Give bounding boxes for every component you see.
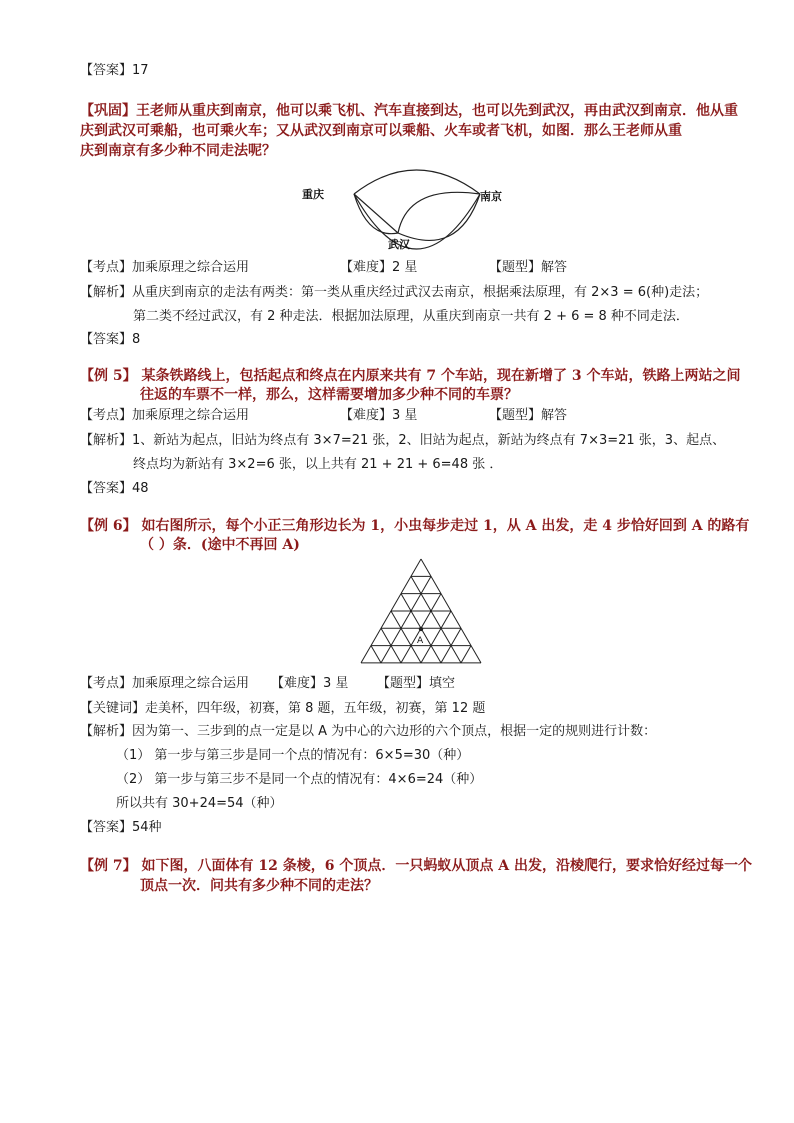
consolidate-answer: 【答案】8 (80, 332, 141, 347)
ex7-question-line-1: 【例 7】 如下图，八面体有 12 条棱，6 个顶点．一只蚂蚁从顶点 A 出发，沿棱爬行，要求恰好经过每一个 (80, 858, 752, 874)
label-wuhan: 武汉 (388, 238, 410, 251)
consolidate-type: 【题型】解答 (489, 260, 568, 275)
ex6-case-1: （1） 第一步与第三步是同一个点的情况有：6×5=30（种） (116, 748, 470, 763)
ex5-question-line-2: 往返的车票不一样，那么，这样需要增加多少种不同的车票？ (140, 387, 518, 403)
ex5-difficulty: 【难度】3 星 (340, 408, 418, 423)
ex6-kaodian: 【考点】加乘原理之综合运用 (80, 676, 250, 691)
ex6-case-2: （2） 第一步与第三步不是同一个点的情况有：4×6=24（种） (116, 772, 483, 787)
consolidate-question-line-3: 庆到南京有多少种不同走法呢？ (80, 143, 276, 159)
ex6-question-line-2: （ ）条．(途中不再回 A) (140, 537, 300, 553)
consolidate-question-line-1: 【巩固】王老师从重庆到南京，他可以乘飞机、汽车直接到达，也可以先到武汉，再由武汉到南京．他从重 (80, 103, 738, 119)
ex6-answer: 【答案】54种 (80, 820, 162, 835)
ex5-question-line-1: 【例 5】 某条铁路线上，包括起点和终点在内原来共有 7 个车站，现在新增了 3 个车站，铁路上两站之间 (80, 368, 741, 384)
triangle-grid (359, 555, 483, 667)
ex5-analysis-2: 终点均为新站有 3×2=6 张，以上共有 21 + 21 + 6=48 张 ． (133, 457, 503, 472)
label-chongqing: 重庆 (302, 188, 324, 201)
point-a-dot (419, 627, 423, 631)
ex6-total: 所以共有 30+24=54（种） (116, 796, 283, 811)
route-diagram (298, 164, 518, 252)
ex7-question-line-2: 顶点一次．问共有多少种不同的走法？ (140, 878, 378, 894)
ex6-type: 【题型】填空 (377, 676, 456, 691)
consolidate-kaodian: 【考点】加乘原理之综合运用 (80, 260, 250, 275)
consolidate-analysis-1: 【解析】从重庆到南京的走法有两类：第一类从重庆经过武汉去南京，根据乘法原理，有 2×3 = 6(种)走法； (80, 285, 709, 300)
label-nanjing: 南京 (480, 190, 502, 203)
ex5-kaodian: 【考点】加乘原理之综合运用 (80, 408, 250, 423)
ex5-answer: 【答案】48 (80, 481, 149, 496)
point-a-label: A (417, 636, 424, 646)
ex5-analysis-1: 【解析】1、新站为起点，旧站为终点有 3×7=21 张，2、旧站为起点，新站为终点有 7×3=21 张，3、起点、 (80, 433, 726, 448)
ex5-type: 【题型】解答 (489, 408, 568, 423)
ex6-difficulty: 【难度】3 星 (271, 676, 349, 691)
ex6-question-line-1: 【例 6】 如右图所示，每个小正三角形边长为 1，小虫每步走过 1，从 A 出发，走 4 步恰好回到 A 的路有 (80, 518, 750, 534)
consolidate-analysis-2: 第二类不经过武汉，有 2 种走法．根据加法原理，从重庆到南京一共有 2 + 6 = 8 种不同走法． (133, 309, 689, 324)
consolidate-question-line-2: 庆到武汉可乘船，也可乘火车；又从武汉到南京可以乘船、火车或者飞机，如图．那么王老师从重 (80, 123, 682, 139)
consolidate-difficulty: 【难度】2 星 (340, 260, 418, 275)
answer-17: 【答案】17 (80, 63, 149, 78)
ex6-keywords: 【关键词】走美杯，四年级，初赛，第 8 题，五年级，初赛，第 12 题 (80, 701, 486, 716)
ex6-analysis: 【解析】因为第一、三步到的点一定是以 A 为中心的六边形的六个顶点，根据一定的规则进行计数： (80, 724, 657, 739)
